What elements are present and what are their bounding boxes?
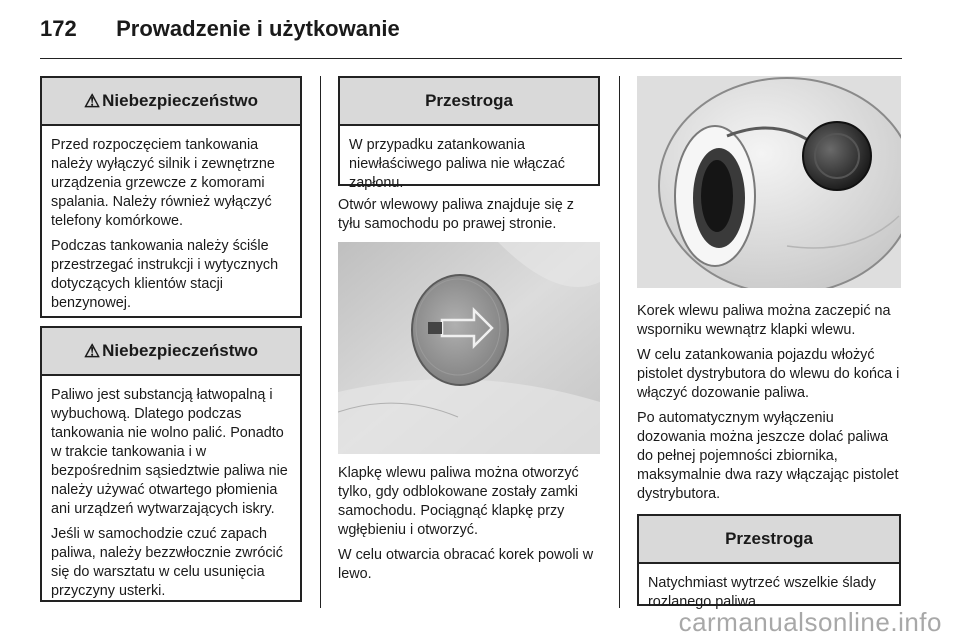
watermark: carmanualsonline.info bbox=[678, 607, 942, 637]
danger-box-header bbox=[42, 78, 300, 126]
danger-paragraph: Podczas tankowania należy ściśle przestrzegać instrukcji i wytycznych dotyczących klientów stacji benzynowej. bbox=[51, 238, 279, 311]
danger-paragraph: Paliwo jest substancją łatwopalną i wybuchową. Dlatego podczas tankowania nie wolno palić. Ponadto w trakcie tankowania i w bezpośrednim sąsiedztwie paliwa nie należy używać otwartego płomienia ani urządzeń wytwarzających iskry. bbox=[51, 387, 288, 517]
danger-paragraph: Jeśli w samochodzie czuć zapach paliwa, należy bezzwłocznie zwrócić się do warsztatu w celu usunięcia przyczyny usterki. bbox=[51, 526, 283, 599]
body-paragraph: Otwór wlewowy paliwa znajduje się z tyłu samochodu po prawej stronie. bbox=[338, 197, 574, 232]
body-paragraph: Klapkę wlewu paliwa można otworzyć tylko, gdy odblokowane zostały zamki samochodu. Pociągnąć klapkę przy wgłębieniu i otworzyć. bbox=[338, 465, 579, 538]
header-rule bbox=[40, 58, 902, 59]
page-number: 172 bbox=[40, 16, 77, 41]
danger-box-body bbox=[42, 126, 300, 321]
column-divider-2 bbox=[619, 76, 620, 608]
caution-text: W przypadku zatankowania niewłaściwego paliwa nie włączać zapłonu. bbox=[349, 137, 565, 191]
warning-triangle-icon: ⚠ bbox=[83, 340, 101, 361]
danger-box-body bbox=[42, 376, 300, 609]
caution-box-header bbox=[639, 516, 899, 564]
danger-box-title: Niebezpieczeństwo bbox=[102, 341, 258, 360]
fuel-flap-photo bbox=[338, 242, 600, 454]
column-divider-1 bbox=[320, 76, 321, 608]
warning-triangle-icon: ⚠ bbox=[83, 90, 101, 111]
danger-box-1 bbox=[40, 76, 302, 318]
page-title: Prowadzenie i użytkowanie bbox=[116, 16, 400, 41]
body-paragraph: W celu zatankowania pojazdu włożyć pistolet dystrybutora do wlewu do końca i włączyć dozowanie paliwa. bbox=[637, 347, 900, 401]
body-paragraph: Po automatycznym wyłączeniu dozowania można jeszcze dolać paliwa do pełnej pojemności zbiornika, maksymalnie dwa razy włączając pistolet dystrybutora. bbox=[637, 410, 899, 502]
danger-box-2 bbox=[40, 326, 302, 602]
caution-text: Natychmiast wytrzeć wszelkie ślady rozlanego paliwa. bbox=[648, 575, 876, 610]
caution-box-header bbox=[340, 78, 598, 126]
column-1 bbox=[40, 76, 302, 610]
caution-box bbox=[338, 76, 600, 191]
caution-box-title: Przestroga bbox=[425, 91, 513, 110]
danger-box-header bbox=[42, 328, 300, 376]
column-2 bbox=[338, 76, 600, 590]
caution-box-body bbox=[340, 126, 598, 201]
column-3 bbox=[637, 76, 901, 614]
caution-box-title: Przestroga bbox=[725, 529, 813, 548]
caution-box bbox=[637, 514, 901, 610]
fuel-cap-photo bbox=[637, 76, 901, 288]
page-header bbox=[40, 16, 400, 42]
body-paragraph: W celu otwarcia obracać korek powoli w lewo. bbox=[338, 547, 594, 582]
danger-paragraph: Przed rozpoczęciem tankowania należy wyłączyć silnik i zewnętrzne urządzenia grzewcze z komorami spalania. Należy również wyłączyć telefony komórkowe. bbox=[51, 137, 275, 229]
danger-box-title: Niebezpieczeństwo bbox=[102, 91, 258, 110]
body-paragraph: Korek wlewu paliwa można zaczepić na wsporniku wewnątrz klapki wlewu. bbox=[637, 303, 891, 338]
